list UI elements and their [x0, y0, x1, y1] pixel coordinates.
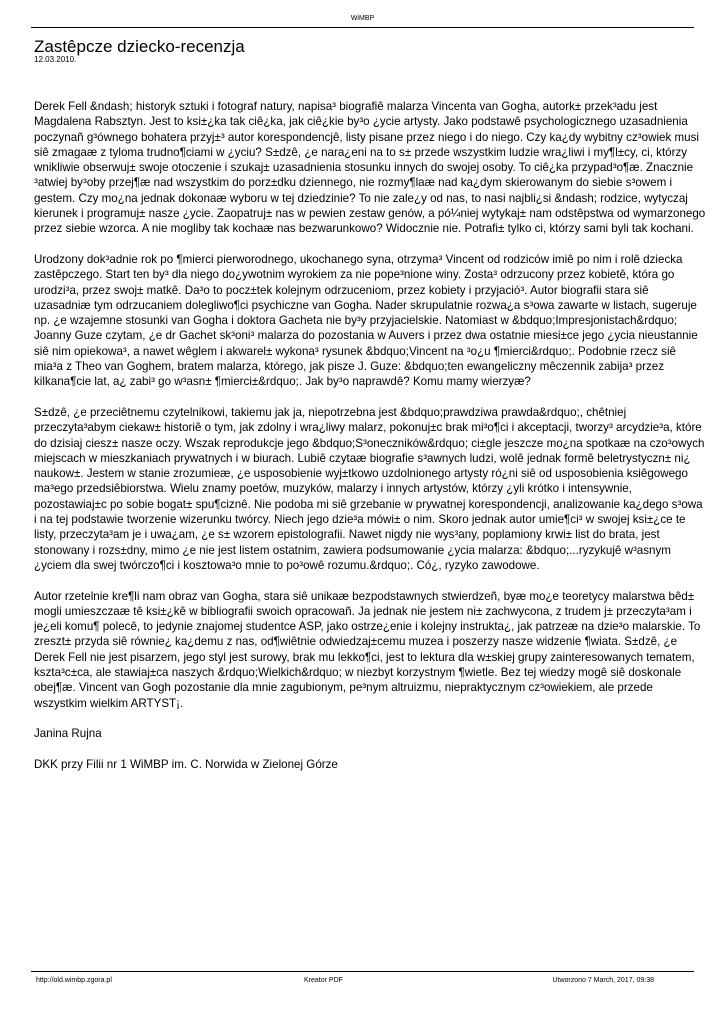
article-date: 12.03.2010. [34, 55, 77, 64]
header-site-label: WiMBP [350, 15, 375, 22]
article-author: Janina Rujna [34, 727, 102, 741]
article-paragraph: S±dzê, ¿e przeciêtnemu czytelnikowi, takiemu jak ja, niepotrzebna jest &bdquo;prawdziwa prawda&rdquo;, chêtniej przeczyta³abym ciekaw± historiê o tym, jak zdolny i wra¿liwy malarz, pokonuj±c brak mi³o¶ci i akceptacji, tworzy³ arcydzie³a, które do dzisiaj ciesz± nasze oczy. Wszak reprodukcje jego &bdquo;S³oneczników&rdquo; ci±gle jeszcze mo¿na spotkaæ na czo³owych miejscach w mieszkaniach prywatnych i w biurach. Lubiê czytaæ biografie s³awnych ludzi, wolê jednak formê beletrystyczn± ni¿ naukow±. Jestem w stanie zrozumieæ, ¿e usposobienie wyj±tkowo uzdolnionego artysty ró¿ni siê od usposobienia ksiêgowego ma³ego przedsiêbiorstwa. Wielu znamy poetów, muzyków, malarzy i innych artystów, którzy ¿yli krótko i intensywnie, pozostawiaj±c po sobie bogat± spu¶ciznê. Nie podoba mi siê grzebanie w prywatnej korespondencji, analizowanie ka¿dego s³owa i na tej podstawie tworzenie wizerunku twórcy. Niech jego dzie³a mówi± o nim. Skoro jednak autor umie¶ci³ w swojej ksi±¿ce te listy, przeczyta³am je i uwa¿am, ¿e s± wzorem epistolografii. Nawet nigdy nie wys³any, poplamiony krwi± list do brata, jest stonowany i rozs±dny, mimo ¿e nie jest listem ostatnim, zawiera podsumowanie ¿ycia malarza: &bdquo;...ryzykujê w³asnym ¿yciem dla swej twórczo¶ci i kosztowa³o mnie to po³owê rozumu.&rdquo;. Có¿, ryzyko zawodowe. [34, 405, 705, 572]
article-body [34, 99, 706, 787]
footer-url-link[interactable]: http://old.wimbp.zgora.pl [36, 977, 112, 984]
footer-divider [31, 971, 694, 972]
article-paragraph: Autor rzetelnie kre¶li nam obraz van Gogha, stara siê unikaæ bezpodstawnych stwierdzeñ, byæ mo¿e teoretycy malarstwa bêd± mogli umieszczaæ tê ksi±¿kê w bibliografii swoich opracowañ. Ja jednak nie jestem ni± zachwycona, z trudem j± przeczyta³am i je¿eli komu¶ polecê, to jedynie znajomej studentce ASP, jako ostrze¿enie i kolejny instrukta¿, jak patrzeæ na dzie³o malarskie. To zreszt± przyda siê równie¿ ka¿demu z nas, od¶wiêtnie odwiedzaj±cemu muzea i poszerzy nasze widzenie ¶wiata. S±dzê, ¿e Derek Fell nie jest pisarzem, jego styl jest surowy, brak mu lekko¶ci, jest to lektura dla w±skiej grupy zainteresowanych tematem, kszta³c±ca, ale stawiaj±ca naszych &rdquo;Wielkich&rdquo; w niezbyt korzystnym ¶wietle. Bez tej wiedzy mogê siê doskonale obej¶æ. Vincent van Gogh pozostanie dla mnie zagubionym, pe³nym altruizmu, niepraktycznym cz³owiekiem, ale przede wszystkim wielkim ARTYST¡. [34, 589, 701, 710]
header-divider [31, 27, 694, 28]
footer-created-date: Utworzono 7 March, 2017, 09:38 [552, 977, 654, 984]
article-paragraph: Urodzony dok³adnie rok po ¶mierci pierworodnego, ukochanego syna, otrzyma³ Vincent od rodziców imiê po nim i rolê dziecka zastêpczego. Start ten by³ dla niego do¿ywotnim wyrokiem za nie pope³nione winy. Zosta³ odrzucony przez kobietê, która go urodzi³a, przez swoj± matkê. Da³o to pocz±tek kolejnym odrzuceniom, przez kobiety i przyjació³. Autor biografii stara siê uzasadniæ tym odrzucaniem dolegliwo¶ci psychiczne van Gogha. Nader skrupulatnie rozwa¿a s³owa zawarte w listach, sugeruje np. ¿e wzajemne stosunki van Gogha i doktora Gacheta nie by³y przyjacielskie. Natomiast w &bdquo;Impresjonistach&rdquo; Joanny Guze czytam, ¿e dr Gachet sk³oni³ malarza do pozostania w Auvers i przez dwa ostatnie miesi±ce jego ¿ycia nieustannie siê nim opiekowa³, a nawet wêglem i akwarel± wykona³ rysunek &bdquo;Vincent na ³o¿u ¶mierci&rdquo;. Podobnie rzecz siê mia³a z Theo van Goghem, bratem malarza, którego, jak pisze J. Guze: &bdquo;ten ewangeliczny mêczennik zabija³ przez kilkana¶cie lat, a¿ zabi³ go w³asn± ¶mierci±&rdquo;. Jak by³o naprawdê? Komu mamy wierzyæ? [34, 252, 698, 389]
article-affiliation: DKK przy Filii nr 1 WiMBP im. C. Norwida w Zielonej Górze [34, 757, 338, 771]
article-title: Zastêpcze dziecko-recenzja [34, 37, 245, 56]
footer-generator: Kreator PDF [304, 977, 343, 984]
article-paragraph: Derek Fell &ndash; historyk sztuki i fotograf natury, napisa³ biografiê malarza Vincenta van Gogha, autork± przek³adu jest Magdalena Rabsztyn. Jest to ksi±¿ka tak ciê¿ka, jak ciê¿kie by³o ¿ycie artysty. Jako podstawê psychologicznego uzasadnienia poczynañ g³ównego bohatera przyj±³ autor korespondencjê, listy pisane przez niego i do niego. Czy ka¿dy wybitny cz³owiek musi siê zmagaæ z tyloma trudno¶ciami w ¿yciu? S±dzê, ¿e nara¿eni na to s± przede wszystkim ludzie wra¿liwi i my¶l±cy, ci, którzy wnikliwie obserwuj± swoje otoczenie i szukaj± uzasadnienia stosunku innych do swojej osoby. To ciê¿ka przypad³o¶æ. Znacznie ³atwiej by³oby przej¶æ nad wszystkim do porz±dku dziennego, nie rozmy¶laæ nad ka¿dym skierowanym do siebie s³owem i gestem. Czy mo¿na jednak dokonaæ wyboru w tej dziedzinie? To nie zale¿y od nas, to nasi najbli¿si &ndash; rodzice, wytyczaj kierunek i programuj± nasze ¿ycie. Zaopatruj± nas w pewien zestaw genów, a pó¼niej wytykaj± nam odstêpstwa od wymarzonego przez siebie wzorca. A nie mogliby tak kochaæ nas bezwarunkowo? Widocznie nie. Potrafi± tylko ci, którzy sami byli tak kochani. [34, 100, 706, 236]
